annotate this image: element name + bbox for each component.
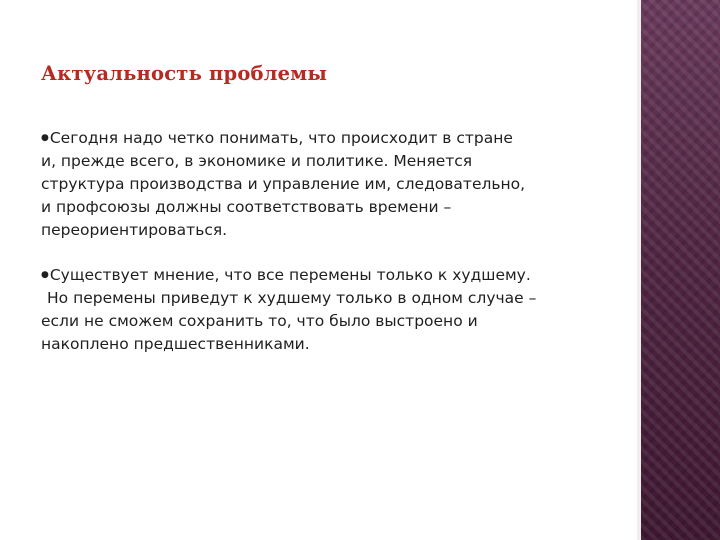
bullet-icon: ●: [41, 133, 49, 143]
paragraph-line: [41, 264, 621, 287]
paragraph-line-text: Существует мнение, что все перемены только к худшему.: [49, 266, 531, 284]
paragraph-line: если не сможем сохранить то, что было выстроено и: [41, 312, 478, 330]
paragraph-2: [41, 264, 621, 356]
paragraph-line: структура производства и управление им, следовательно,: [41, 175, 526, 193]
paragraph-line: и профсоюзы должны соответствовать времени –: [41, 198, 452, 216]
bullet-icon: ●: [41, 270, 49, 280]
paragraph-line: накоплено предшественниками.: [41, 335, 310, 353]
paragraph-1: [41, 127, 621, 242]
paragraph-line-text: Сегодня надо четко понимать, что происходит в стране: [49, 129, 513, 147]
paragraph-line: и, прежде всего, в экономике и политике. Меняется: [41, 152, 473, 170]
paragraph-line: [41, 127, 621, 150]
decorative-side-panel: [641, 0, 720, 540]
paragraph-line: переориентироваться.: [41, 221, 228, 239]
paragraph-line: Но перемены приведут к худшему только в одном случае –: [47, 289, 537, 307]
slide-title: Актуальность проблемы: [41, 62, 328, 85]
